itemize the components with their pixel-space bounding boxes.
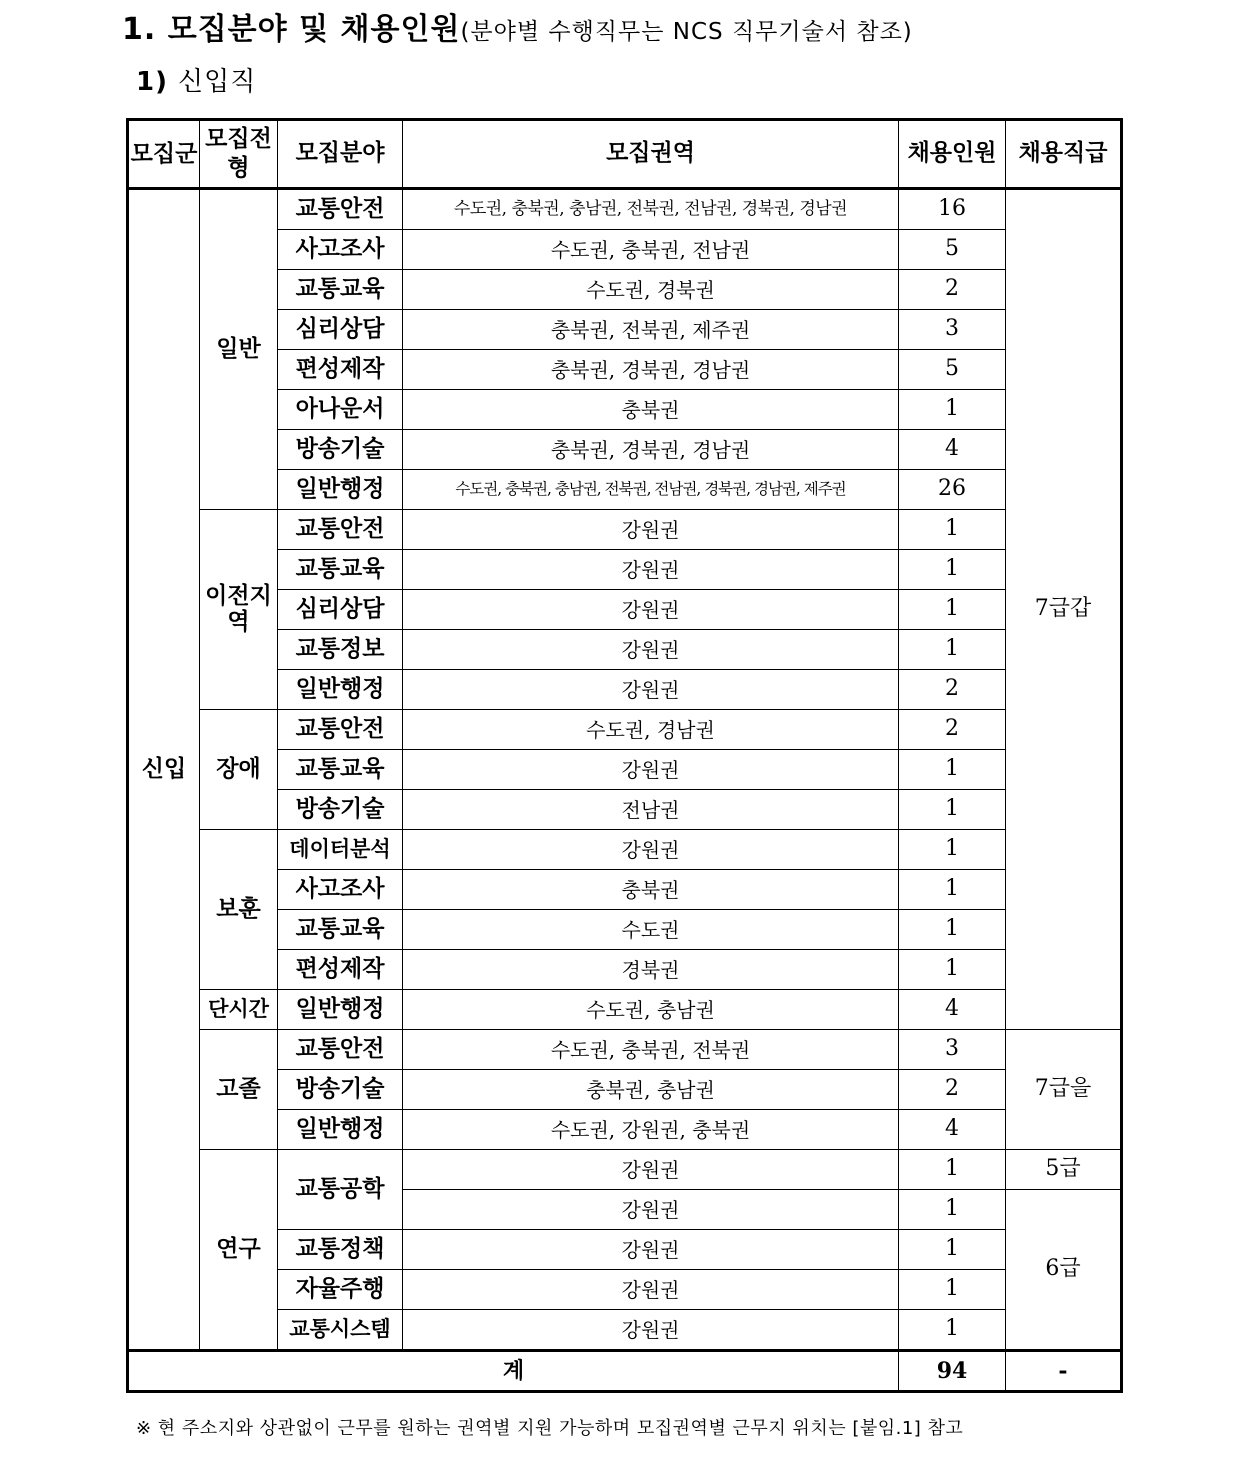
count-cell: 1 (899, 1270, 1006, 1310)
table-row (128, 630, 1122, 670)
header-group: 모집군 (128, 120, 200, 189)
type-research: 연구 (200, 1150, 278, 1351)
field-cell: 방송기술 (278, 1070, 403, 1110)
table-row (128, 510, 1122, 550)
group-cell: 신입 (128, 189, 200, 1351)
table-row (128, 470, 1122, 510)
count-cell: 1 (899, 790, 1006, 830)
region-cell: 강원권 (403, 1230, 899, 1270)
count-cell: 26 (899, 470, 1006, 510)
region-cell: 충북권 (403, 870, 899, 910)
region-cell: 강원권 (403, 550, 899, 590)
field-cell: 교통정책 (278, 1230, 403, 1270)
count-cell: 1 (899, 950, 1006, 990)
total-grade: - (1006, 1351, 1122, 1392)
count-cell: 1 (899, 1310, 1006, 1351)
subsection-title (136, 61, 256, 98)
field-cell: 교통정보 (278, 630, 403, 670)
count-cell: 2 (899, 710, 1006, 750)
region-cell: 수도권, 경북권 (403, 270, 899, 310)
field-cell: 교통교육 (278, 550, 403, 590)
field-cell: 교통시스템 (278, 1310, 403, 1351)
field-cell: 일반행정 (278, 670, 403, 710)
region-cell: 강원권 (403, 510, 899, 550)
count-cell: 1 (899, 870, 1006, 910)
count-cell: 5 (899, 230, 1006, 270)
count-cell: 3 (899, 310, 1006, 350)
region-cell: 수도권, 충북권, 전북권 (403, 1030, 899, 1070)
region-cell: 강원권 (403, 830, 899, 870)
region-cell: 수도권, 경남권 (403, 710, 899, 750)
count-cell: 1 (899, 590, 1006, 630)
table-row (128, 550, 1122, 590)
header-type: 모집전형 (200, 120, 278, 189)
table-row (128, 790, 1122, 830)
table-row (128, 910, 1122, 950)
type-relocation: 이전지역 (200, 510, 278, 710)
region-cell: 전남권 (403, 790, 899, 830)
region-cell: 강원권 (403, 670, 899, 710)
type-highschool: 고졸 (200, 1030, 278, 1150)
total-count: 94 (899, 1351, 1006, 1392)
table-row (128, 750, 1122, 790)
table-row (128, 1270, 1122, 1310)
grade-5: 5급 (1006, 1150, 1122, 1190)
table-row (128, 390, 1122, 430)
region-cell: 강원권 (403, 1310, 899, 1351)
region-cell: 경북권 (403, 950, 899, 990)
count-cell: 1 (899, 1230, 1006, 1270)
region-cell: 수도권, 충북권, 충남권, 전북권, 전남권, 경북권, 경남권 (403, 189, 899, 230)
region-cell: 수도권, 충북권, 전남권 (403, 230, 899, 270)
count-cell: 1 (899, 390, 1006, 430)
table-row (128, 950, 1122, 990)
field-cell: 방송기술 (278, 790, 403, 830)
field-cell: 교통공학 (278, 1150, 403, 1230)
table-row (128, 710, 1122, 750)
count-cell: 1 (899, 510, 1006, 550)
count-cell: 4 (899, 430, 1006, 470)
footnote: ※ 현 주소지와 상관없이 근무를 원하는 권역별 지원 가능하며 모집권역별 근무지 위치는 [붙임.1] 참고 (136, 1418, 964, 1439)
type-general: 일반 (200, 189, 278, 510)
grade-7b: 7급을 (1006, 1030, 1122, 1150)
table-row (128, 870, 1122, 910)
table-row (128, 189, 1122, 230)
table-row (128, 430, 1122, 470)
subsection-number: 1) (136, 67, 168, 97)
table-row (128, 1150, 1122, 1190)
region-cell: 수도권, 충남권 (403, 990, 899, 1030)
type-parttime: 단시간 (200, 990, 278, 1030)
field-cell: 일반행정 (278, 470, 403, 510)
table-row (128, 230, 1122, 270)
field-cell: 교통교육 (278, 750, 403, 790)
table-row (128, 1310, 1122, 1351)
table-row (128, 670, 1122, 710)
count-cell: 2 (899, 270, 1006, 310)
count-cell: 2 (899, 1070, 1006, 1110)
region-cell: 충북권, 충남권 (403, 1070, 899, 1110)
section-title (122, 4, 913, 48)
field-cell: 편성제작 (278, 350, 403, 390)
region-cell: 강원권 (403, 630, 899, 670)
region-cell: 강원권 (403, 1270, 899, 1310)
count-cell: 1 (899, 1150, 1006, 1190)
region-cell: 충북권, 경북권, 경남권 (403, 350, 899, 390)
field-cell: 편성제작 (278, 950, 403, 990)
field-cell: 데이터분석 (278, 830, 403, 870)
region-cell: 수도권, 강원권, 충북권 (403, 1110, 899, 1150)
region-cell: 수도권 (403, 910, 899, 950)
region-cell: 강원권 (403, 1150, 899, 1190)
count-cell: 1 (899, 750, 1006, 790)
region-cell: 충북권 (403, 390, 899, 430)
recruitment-table (126, 118, 1123, 1393)
table-row (128, 1070, 1122, 1110)
count-cell: 16 (899, 189, 1006, 230)
count-cell: 1 (899, 550, 1006, 590)
region-cell: 강원권 (403, 1190, 899, 1230)
count-cell: 3 (899, 1030, 1006, 1070)
count-cell: 1 (899, 1190, 1006, 1230)
field-cell: 교통교육 (278, 910, 403, 950)
type-veteran: 보훈 (200, 830, 278, 990)
region-cell: 수도권, 충북권, 충남권, 전북권, 전남권, 경북권, 경남권, 제주권 (403, 470, 899, 510)
count-cell: 5 (899, 350, 1006, 390)
field-cell: 교통안전 (278, 510, 403, 550)
table-row (128, 830, 1122, 870)
region-cell: 충북권, 경북권, 경남권 (403, 430, 899, 470)
field-cell: 일반행정 (278, 990, 403, 1030)
grade-7a: 7급갑 (1006, 189, 1122, 1030)
header-region: 모집권역 (403, 120, 899, 189)
count-cell: 2 (899, 670, 1006, 710)
total-label: 계 (128, 1351, 899, 1392)
table-row (128, 590, 1122, 630)
header-count: 채용인원 (899, 120, 1006, 189)
field-cell: 사고조사 (278, 870, 403, 910)
table-row (128, 1230, 1122, 1270)
field-cell: 방송기술 (278, 430, 403, 470)
field-cell: 교통안전 (278, 710, 403, 750)
header-grade: 채용직급 (1006, 120, 1122, 189)
count-cell: 4 (899, 1110, 1006, 1150)
table-row (128, 1030, 1122, 1070)
section-title-note: (분야별 수행직무는 NCS 직무기술서 참조) (460, 19, 913, 45)
field-cell: 교통안전 (278, 1030, 403, 1070)
header-field: 모집분야 (278, 120, 403, 189)
table-row (128, 990, 1122, 1030)
section-title-main: 1. 모집분야 및 채용인원 (122, 12, 461, 47)
field-cell: 심리상담 (278, 590, 403, 630)
field-cell: 사고조사 (278, 230, 403, 270)
region-cell: 강원권 (403, 750, 899, 790)
table-row (128, 310, 1122, 350)
subsection-text: 신입직 (178, 67, 257, 97)
table-row (128, 1110, 1122, 1150)
count-cell: 1 (899, 910, 1006, 950)
total-row (128, 1351, 1122, 1392)
count-cell: 1 (899, 830, 1006, 870)
region-cell: 충북권, 전북권, 제주권 (403, 310, 899, 350)
field-cell: 아나운서 (278, 390, 403, 430)
type-disabled: 장애 (200, 710, 278, 830)
table-row (128, 350, 1122, 390)
region-cell: 강원권 (403, 590, 899, 630)
field-cell: 교통교육 (278, 270, 403, 310)
field-cell: 자율주행 (278, 1270, 403, 1310)
field-cell: 일반행정 (278, 1110, 403, 1150)
header-row (128, 120, 1122, 189)
grade-6: 6급 (1006, 1190, 1122, 1351)
field-cell: 심리상담 (278, 310, 403, 350)
count-cell: 4 (899, 990, 1006, 1030)
count-cell: 1 (899, 630, 1006, 670)
table-row (128, 270, 1122, 310)
field-cell: 교통안전 (278, 189, 403, 230)
